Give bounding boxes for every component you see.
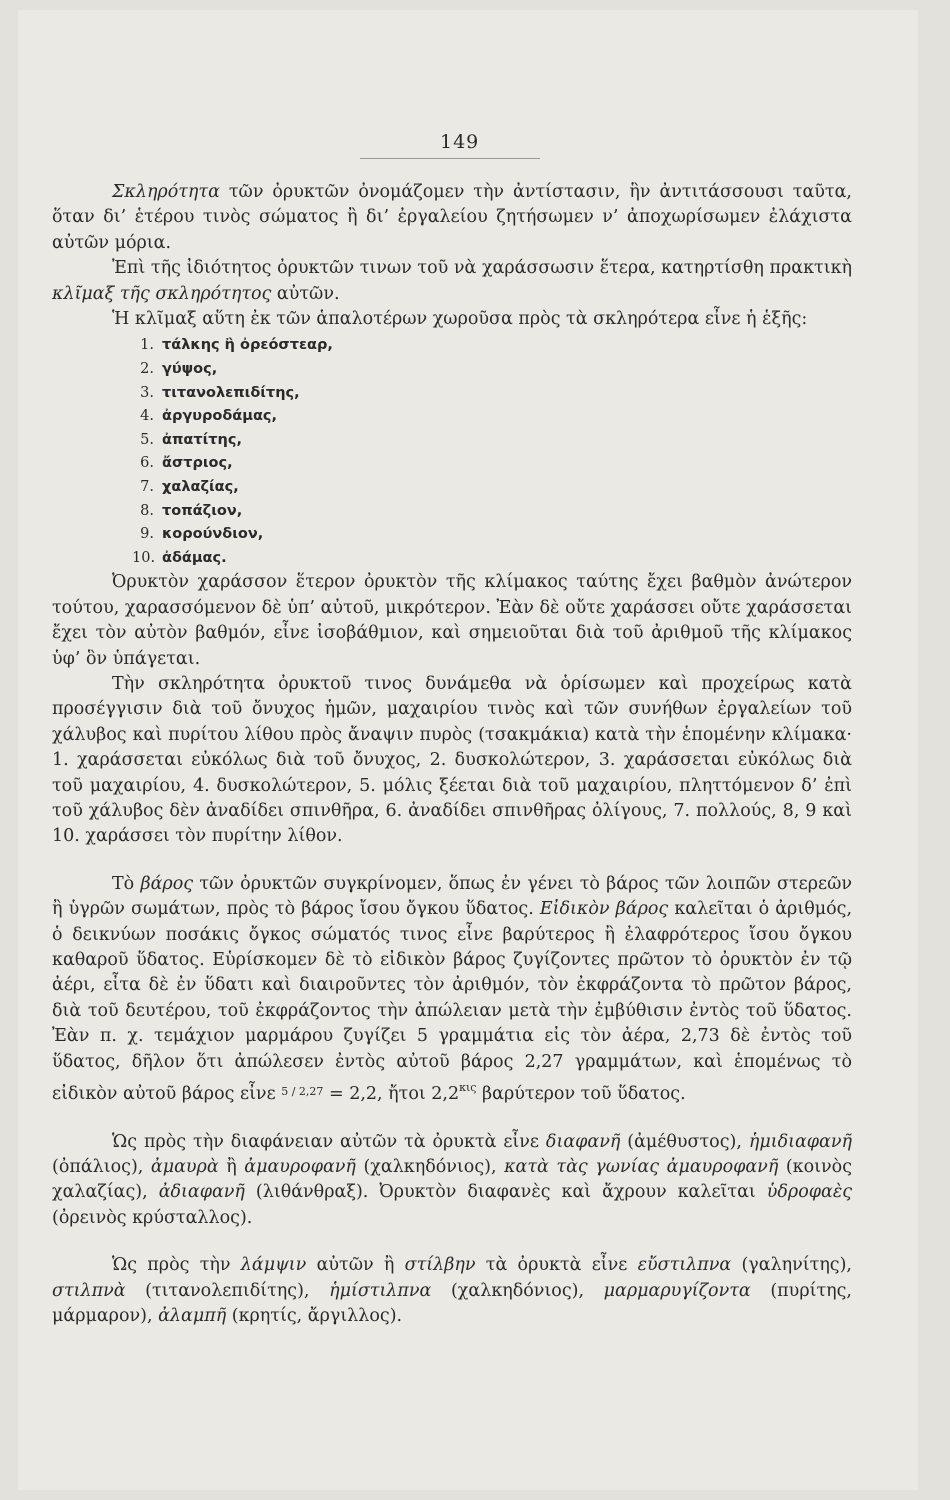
list-item-number: 10. <box>132 549 156 566</box>
tr-text: (λιθάνθραξ). Ὀρυκτὸν διαφανὲς καὶ ἄχρουν καλεῖται <box>244 1182 767 1203</box>
list-item-number: 2. <box>140 361 154 378</box>
term-hardness-scale: κλῖμαξ τῆς σκληρότητος <box>52 283 272 304</box>
term-weight: βάρος <box>140 873 194 894</box>
paragraph-approx-hardness: Τὴν σκληρότητα ὀρυκτοῦ τινος δυνάμεθα νὰ ὁρίσωμεν καὶ προχείρως κατὰ προσέγγισιν διὰ τοῦ ὄνυχος ἡμῶν, μαχαιρίου τινὸς καὶ τῶν συνήθων ἐργαλείων τοῦ χάλυβος καὶ πυρίτου λίθου πρὸς ἄναψιν πυρὸς (τσακμάκια) κατὰ τὴν ἑπομένην κλίμακα· 1. χαράσσεται εὐκόλως διὰ τοῦ ὄνυχος, 2. δυσκολώτερον, 3. χαράσσεται εὐκόλως διὰ τοῦ μαχαιρίου, 4. δυσκολώτερον, 5. μόλις ξέεται διὰ τοῦ μαχαιρίου, πληττόμενον δ’ ἐπὶ τοῦ χάλυβος δὲν ἀναδίδει σπινθῆρα, 6. ἀναδίδει σπινθῆρας ὀλίγους, 7. πολλούς, 8, 9 καὶ 10. χαράσσει τὸν πυρίτην λίθον. <box>52 674 852 847</box>
paragraph-scratch-degree: Ὀρυκτὸν χαράσσον ἕτερον ὀρυκτὸν τῆς κλίμακος ταύτης ἔχει βαθμὸν ἀνώτερον τούτου, χαρασσόμενον δὲ ὑπ’ αὐτοῦ, μικρότερον. Ἐὰν δὲ οὔτε χαράσσει οὔτε χαράσσεται ἔχει τὸν αὐτὸν βαθμόν, εἶνε ἰσοβάθμιον, καὶ σημειοῦται διὰ τοῦ ἀριθμοῦ τῆς κλίμακος ὑφ’ ὃν ὑπάγεται. <box>52 572 852 669</box>
sg-text-b: τῶν ὀρυκτῶν συγκρίνομεν, ὅπως ἐν γένει τὸ βάρος τῶν λοιπῶν στερεῶν ἢ ὑγρῶν σωμάτων, πρὸς τὸ βάρος ἴσου ὄγκου ὕδατος. <box>52 873 852 920</box>
term-very-lustrous: εὔστιλπνα <box>637 1255 732 1276</box>
superscript: κις <box>459 1081 477 1095</box>
list-item <box>132 547 852 571</box>
list-item <box>132 334 852 358</box>
term-opaque: ἀδιαφανῆ <box>158 1182 245 1203</box>
term-luster: λάμψιν <box>240 1255 307 1276</box>
paragraph-luster <box>52 1253 852 1329</box>
list-item-label: γύψος, <box>162 361 218 378</box>
list-item-label: ἄστριος, <box>162 455 233 472</box>
list-item <box>132 523 852 547</box>
list-item-label: τιτανολεπιδίτης, <box>162 384 300 401</box>
sg-text-d: = 2,2, ἤτοι 2,2 <box>323 1084 460 1105</box>
term-edge-translucent: κατὰ τὰς γωνίας ἀμαυροφανῆ <box>504 1156 779 1177</box>
list-item-number: 3. <box>140 384 154 401</box>
lu-text: Ὡς πρὸς τὴν <box>112 1255 241 1276</box>
list-item <box>132 358 852 382</box>
list-item <box>132 476 852 500</box>
term-translucent: ἀμαυροφανῆ <box>244 1156 356 1177</box>
lu-text: (κρητίς, ἄργιλλος). <box>226 1305 403 1326</box>
term-dull: ἀλαμπῆ <box>158 1305 227 1326</box>
list-item-number: 1. <box>140 337 154 354</box>
list-item-label: τάλκης ἢ ὀρεόστεαρ, <box>162 337 333 354</box>
scale-intro-end: αὐτῶν. <box>271 283 340 304</box>
term-shine: στίλβην <box>404 1255 476 1276</box>
list-item-number: 7. <box>140 479 154 495</box>
list-item-number: 5. <box>140 431 154 448</box>
tr-text: ἢ <box>218 1156 245 1177</box>
lu-text: (γαληνίτης), <box>731 1255 852 1276</box>
list-item-label: τοπάζιον, <box>162 502 243 519</box>
term-lustrous: στιλπνὰ <box>52 1280 126 1301</box>
page-number: 149 <box>440 131 480 153</box>
list-item-label: χαλαζίας, <box>162 479 239 495</box>
sg-text-e: βαρύτερον τοῦ ὕδατος. <box>476 1084 686 1105</box>
paragraph-transparency <box>52 1130 852 1232</box>
paragraph-specific-gravity <box>52 872 852 1108</box>
list-item-number: 8. <box>140 502 154 519</box>
list-item <box>132 429 852 453</box>
list-item <box>132 382 852 406</box>
list-item-label: ἀπατίτης, <box>162 431 242 448</box>
tr-text: (κοινὸς χαλαζίας), <box>52 1156 852 1203</box>
term-semi-lustrous: ἡμίστιλπνα <box>329 1280 432 1301</box>
list-item-label: ἀργυροδάμας, <box>162 408 278 425</box>
list-item-number: 4. <box>140 408 154 425</box>
hardness-text: τῶν ὀρυκτῶν ὀνομάζομεν τὴν ἀντίστασιν, ἣν ἀντιτάσσουσι ταῦτα, ὅταν δι’ ἑτέρου τινὸς σώματος ἢ δι’ ἐργαλείου ζητήσωμεν ν’ ἀποχωρίσωμεν ἐλάχιστα αὐτῶν μόρια. <box>52 182 852 253</box>
paragraph-hardness <box>52 180 852 256</box>
term-hardness: Σκληρότητα <box>112 182 220 202</box>
sg-text-c: καλεῖται ὁ ἀριθμός, ὁ δεικνύων ποσάκις ὄγκος σώματός τινος εἶνε βαρύτερος ἢ ἐλαφρότερος ἴσου ὄγκου καθαροῦ ὕδατος. Εὑρίσκομεν δὲ τὸ εἰδικὸν βάρος ζυγίζοντες πρῶτον τὸ ὀρυκτὸν ἐν τῷ ἀέρι, εἶτα δὲ ἐν ὕδατι καὶ διαιροῦντες τὸν ἀριθμόν, τὸν ἐκφράζοντα τὸ πρῶτον βάρος, διὰ τοῦ δευτέρου, τοῦ ἐκφράζοντος τὴν ἀπώλειαν μετὰ τὴν ἐμβύθισιν ἐντὸς τοῦ ὕδατος. Ἐὰν π. χ. τεμάχιον μαρμάρου ζυγίζει 5 γραμμάτια εἰς τὸν ἀέρα, 2,73 δὲ ἐντὸς τοῦ ὕδατος, δῆλον ὅτι ἀπώλεσεν ἐντὸς αὐτοῦ βάρος 2,27 γραμμάτων, καὶ ἑπομένως τὸ εἰδικὸν αὐτοῦ βάρος εἶνε <box>52 899 853 1105</box>
list-item-label: κορούνδιον, <box>162 526 264 543</box>
tr-text: (ὀπάλιος), <box>52 1156 151 1177</box>
term-specific-gravity: Εἰδικὸν βάρος <box>539 899 669 920</box>
lu-text: (χαλκηδόνιος), <box>431 1280 604 1301</box>
term-dim: ἀμαυρὰ <box>150 1156 219 1177</box>
sg-text-a: Τὸ <box>112 873 141 894</box>
lu-text: αὐτῶν ἢ <box>306 1255 405 1276</box>
lu-text: (πυρίτης, μάρμαρον), <box>52 1280 852 1326</box>
tr-text: (χαλκηδόνιος), <box>355 1156 505 1177</box>
paragraph-scale-order: Ἡ κλῖμαξ αὕτη ἐκ τῶν ἁπαλοτέρων χωροῦσα πρὸς τὰ σκληρότερα εἶνε ἡ ἑξῆς: <box>112 309 808 330</box>
term-water-clear: ὑδροφαὲς <box>766 1182 853 1203</box>
scale-intro-text: Ἐπὶ τῆς ἰδιότητος ὀρυκτῶν τινων τοῦ νὰ χαράσσωσιν ἕτερα, κατηρτίσθη πρακτικὴ <box>112 258 852 279</box>
page-content <box>52 118 852 1329</box>
tr-text: (ἀμέθυστος), <box>620 1131 749 1152</box>
paragraph-scale-intro <box>52 256 852 307</box>
hardness-scale-list <box>52 334 852 570</box>
term-semi-transparent: ἡμιδιαφανῆ <box>748 1131 852 1152</box>
list-item <box>132 405 852 429</box>
fraction: 5 / 2,27 <box>281 1085 324 1099</box>
lu-text: τὰ ὀρυκτὰ εἶνε <box>475 1255 638 1276</box>
list-item <box>132 500 852 524</box>
list-item-number: 9. <box>140 526 154 543</box>
tr-text: (ὀρεινὸς κρύσταλλος). <box>52 1207 253 1228</box>
lu-text: (τιτανολεπιδίτης), <box>125 1280 330 1301</box>
tr-text: Ὡς πρὸς τὴν διαφάνειαν αὐτῶν τὰ ὀρυκτὰ εἶνε <box>112 1131 546 1152</box>
term-transparent: διαφανῆ <box>545 1131 621 1152</box>
term-glistening: μαρμαρυγίζοντα <box>603 1280 751 1301</box>
list-item-number: 6. <box>140 455 154 472</box>
list-item-label: ἀδάμας. <box>162 549 227 566</box>
list-item <box>132 452 852 476</box>
